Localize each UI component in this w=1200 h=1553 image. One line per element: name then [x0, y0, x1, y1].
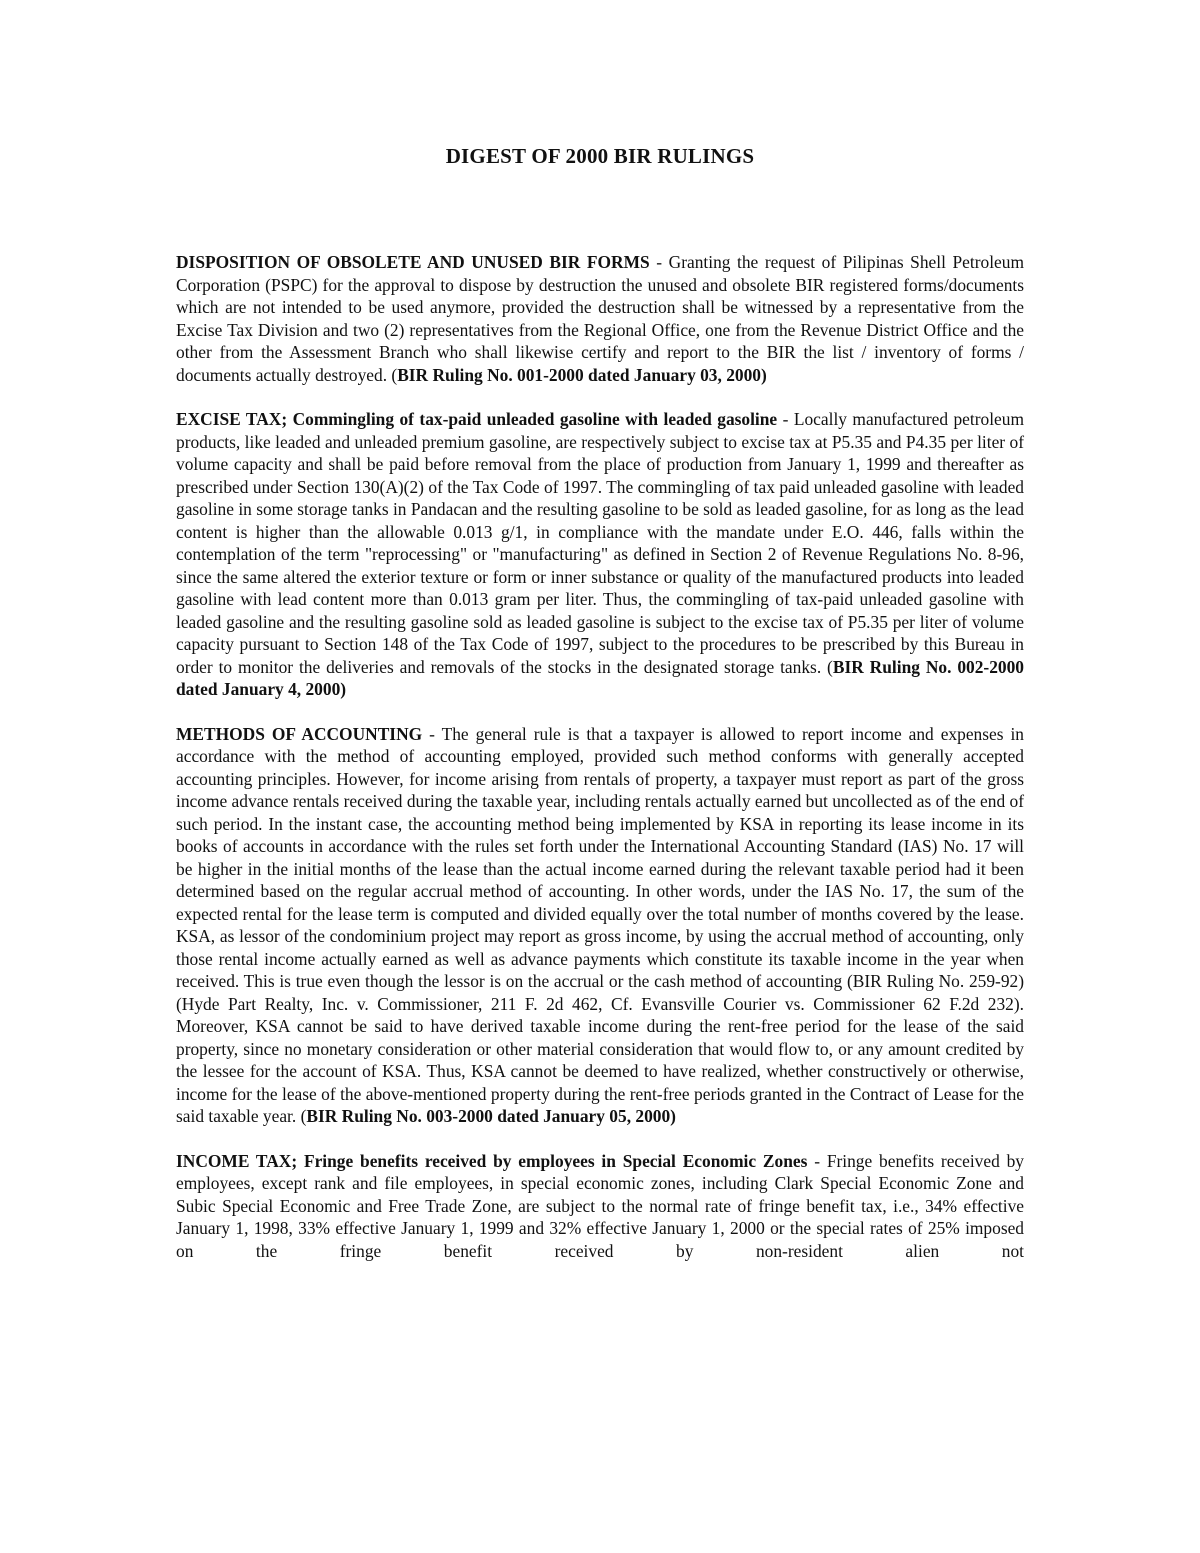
ruling-entry — [176, 1150, 1024, 1263]
ruling-entry — [176, 408, 1024, 701]
ruling-heading: EXCISE TAX; Commingling of tax-paid unleaded gasoline with leaded gasoline — [176, 409, 778, 429]
document-title: DIGEST OF 2000 BIR RULINGS — [445, 144, 755, 168]
ruling-text: - Locally manufactured petroleum products, like leaded and unleaded premium gasoline, are respectively subject to excise tax at P5.35 and P4.35 per liter of volume capacity and shall be paid before removal from the place of production from January 1, 1999 and thereafter as prescribed under Section 130(A)(2) of the Tax Code of 1997. The commingling of tax paid unleaded gasoline with leaded gasoline in some storage tanks in Pandacan and the resulting gasoline to be sold as leaded gasoline, for as long as the lead content is higher than the allowable 0.013 g/1, in compliance with the mandate under E.O. 446, falls within the contemplation of the term "reprocessing" or "manufacturing" as defined in Section 2 of Revenue Regulations No. 8-96, since the same altered the exterior texture or form or inner substance or quality of the manufactured products into leaded gasoline with lead content more than 0.013 gram per liter. Thus, the commingling of tax-paid unleaded gasoline with leaded gasoline and the resulting gasoline sold as leaded gasoline is subject to the excise tax of P5.35 per liter of volume capacity pursuant to Section 148 of the Tax Code of 1997, subject to the procedures to be prescribed by this Bureau in order to monitor the deliveries and removals of the stocks in the designated storage tanks. ( — [176, 409, 1024, 677]
ruling-citation: BIR Ruling No. 002-2000 dated January 4, 2000) — [176, 656, 1024, 699]
rulings-body — [176, 251, 1024, 1284]
ruling-entry — [176, 251, 1024, 386]
ruling-heading: DISPOSITION OF OBSOLETE AND UNUSED BIR FORMS — [176, 252, 650, 272]
ruling-text: - Fringe benefits received by employees, except rank and file employees, in special economic zones, including Clark Special Economic Zone and Subic Special Economic and Free Trade Zone, are subject to the normal rate of fringe benefit tax, i.e., 34% effective January 1, 1998, 33% effective January 1, 1999 and 32% effective January 1, 2000 or the special rates of 25% imposed on the fringe benefit received by non-resident alien not — [176, 1150, 1024, 1261]
ruling-entry — [176, 723, 1024, 1128]
ruling-citation: BIR Ruling No. 001-2000 dated January 03, 2000) — [397, 364, 767, 385]
ruling-text: - The general rule is that a taxpayer is allowed to report income and expenses in accordance with the method of accounting employed, provided such method conforms with generally accepted accounting principles. However, for income arising from rentals of property, a taxpayer must report as part of the gross income advance rentals received during the taxable year, including rentals actually earned but uncollected as of the end of such period. In the instant case, the accounting method being implemented by KSA in reporting its lease income in its books of accounts in accordance with the rules set forth under the International Accounting Standard (IAS) No. 17 will be higher in the initial months of the lease than the actual income earned during the relevant taxable period had it been determined based on the regular accrual method of accounting. In other words, under the IAS No. 17, the sum of the expected rental for the lease term is computed and divided equally over the total number of months covered by the lease. KSA, as lessor of the condominium project may report as gross income, by using the accrual method of accounting, only those rental income actually earned as well as advance payments which constitute its taxable income in the year when received. This is true even though the lessor is on the accrual or the cash method of accounting (BIR Ruling No. 259-92) (Hyde Part Realty, Inc. v. Commissioner, 211 F. 2d 462, Cf. Evansville Courier vs. Commissioner 62 F.2d 232). Moreover, KSA cannot be said to have derived taxable income during the rent-free period for the lease of the said property, since no monetary consideration or other material consideration that would flow to, or any amount credited by the lessee for the account of KSA. Thus, KSA cannot be deemed to have realized, whether constructively or otherwise, income for the lease of the above-mentioned property during the rent-free periods granted in the Contract of Lease for the said taxable year. ( — [176, 723, 1024, 1126]
ruling-heading: INCOME TAX; Fringe benefits received by employees in Special Economic Zones — [176, 1150, 808, 1171]
ruling-text: - Granting the request of Pilipinas Shell Petroleum Corporation (PSPC) for the approval to dispose by destruction the unused and obsolete BIR registered forms/documents which are not intended to be used anymore, provided the destruction shall be witnessed by a representative from the Excise Tax Division and two (2) representatives from the Regional Office, one from the Revenue District Office and the other from the Assessment Branch who shall likewise certify and report to the BIR the list / inventory of forms / documents actually destroyed. ( — [176, 252, 1024, 385]
ruling-heading: METHODS OF ACCOUNTING — [176, 723, 423, 744]
ruling-citation: BIR Ruling No. 003-2000 dated January 05, 2000) — [306, 1106, 676, 1126]
